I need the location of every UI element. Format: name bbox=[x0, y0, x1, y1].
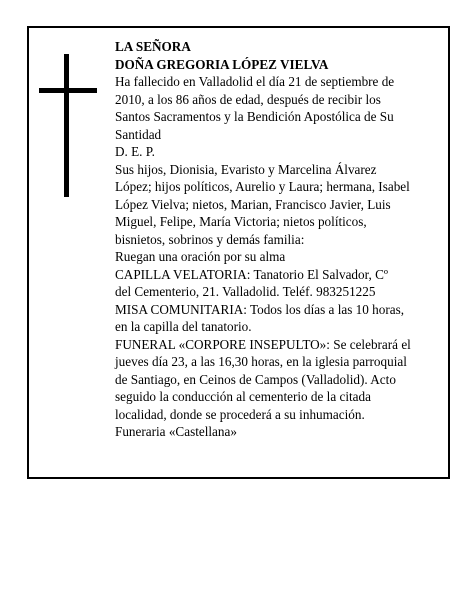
notice-heading-title: LA SEÑORA bbox=[115, 39, 191, 54]
notice-line: Santos Sacramentos y la Bendición Apostólica de Su bbox=[115, 109, 394, 124]
notice-line: jueves día 23, a las 16,30 horas, en la iglesia parroquial bbox=[115, 354, 407, 369]
mass-location-line: en la capilla del tanatorio. bbox=[115, 319, 252, 334]
funeral-home-line: Funeraria «Castellana» bbox=[115, 424, 237, 439]
notice-line: 2010, a los 86 años de edad, después de recibir los bbox=[115, 91, 381, 107]
cross-vertical-bar bbox=[64, 54, 69, 197]
notice-line: Sus hijos, Dionisia, Evaristo y Marcelina Álvarez bbox=[115, 161, 377, 177]
chapel-line: CAPILLA VELATORIA: Tanatorio El Salvador, Cº bbox=[115, 266, 388, 282]
notice-line: López Vielva; nietos, Marian, Francisco Javier, Luis bbox=[115, 196, 391, 212]
notice-line: seguido la conducción al cementerio de la citada bbox=[115, 389, 371, 404]
notice-line: Santidad bbox=[115, 126, 162, 142]
notice-line: López; hijos políticos, Aurelio y Laura; hermana, Isabel bbox=[115, 179, 410, 194]
chapel-address-line: del Cementerio, 21. Valladolid. Teléf. 983251225 bbox=[115, 284, 376, 299]
deceased-name: DOÑA GREGORIA LÓPEZ VIELVA bbox=[115, 56, 329, 72]
rip-line: D. E. P. bbox=[115, 144, 155, 159]
cross-horizontal-bar bbox=[39, 88, 97, 93]
notice-line: bisnietos, sobrinos y demás familia: bbox=[115, 231, 305, 247]
cross-icon bbox=[39, 54, 97, 197]
notice-line: Miguel, Felipe, María Victoria; nietos políticos, bbox=[115, 214, 367, 229]
prayer-request-line: Ruegan una oración por su alma bbox=[115, 249, 286, 264]
notice-line: localidad, donde se procederá a su inhumación. bbox=[115, 406, 365, 422]
notice-line: de Santiago, en Ceinos de Campos (Valladolid). Acto bbox=[115, 371, 396, 387]
obituary-text bbox=[115, 38, 445, 441]
notice-line: Ha fallecido en Valladolid el día 21 de septiembre de bbox=[115, 74, 395, 89]
funeral-line: FUNERAL «CORPORE INSEPULTO»: Se celebrará el bbox=[115, 336, 411, 352]
mass-line: MISA COMUNITARIA: Todos los días a las 10 horas, bbox=[115, 301, 404, 317]
